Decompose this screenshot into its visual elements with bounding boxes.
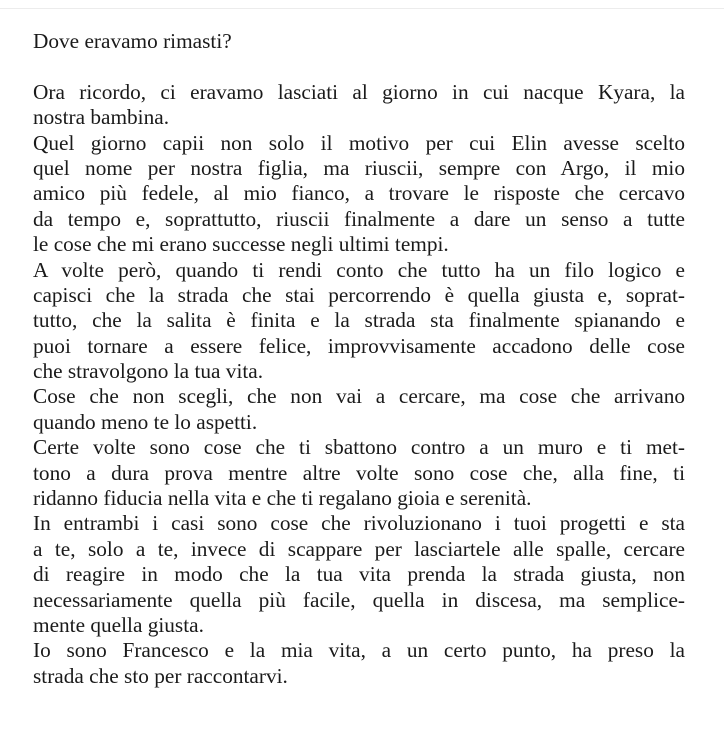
text-line: puoi tornare a essere felice, improvvisamente accadono delle cose	[33, 333, 685, 358]
text-line: quel nome per nostra figlia, ma riuscii, sempre con Argo, il mio	[33, 155, 685, 180]
paragraph	[33, 258, 685, 385]
text-line: Cose che non scegli, che non vai a cercare, ma cose che arrivano	[33, 384, 685, 409]
text-line: nostra bambina.	[33, 105, 170, 130]
paragraph	[33, 80, 685, 131]
text-line: che stravolgono la tua vita.	[33, 359, 264, 384]
text-line: amico più fedele, al mio fianco, a trovare le risposte che cercavo	[33, 181, 685, 206]
text-line: necessariamente quella più facile, quella in discesa, ma semplice-	[33, 587, 685, 612]
text-line: a te, solo a te, invece di scappare per lasciartele alle spalle, cercare	[33, 536, 685, 561]
text-line: Ora ricordo, ci eravamo lasciati al giorno in cui nacque Kyara, la	[33, 79, 685, 104]
text-line: le cose che mi erano successe negli ultimi tempi.	[33, 232, 449, 257]
chapter-heading: Dove eravamo rimasti?	[33, 29, 232, 53]
text-line: In entrambi i casi sono cose che rivoluzionano i tuoi progetti e sta	[33, 511, 685, 536]
text-line: mente quella giusta.	[33, 613, 204, 637]
text-line: da tempo e, soprattutto, riuscii finalmente a dare un senso a tutte	[33, 206, 685, 231]
document-page	[33, 29, 685, 689]
document-body	[33, 80, 685, 689]
top-divider	[0, 8, 724, 9]
text-line: di reagire in modo che la tua vita prenda la strada giusta, non	[33, 562, 685, 587]
text-line: Quel giorno capii non solo il motivo per cui Elin avesse scelto	[33, 130, 685, 155]
paragraph	[33, 435, 685, 511]
paragraph	[33, 638, 685, 689]
text-line: capisci che la strada che stai percorrendo è quella giusta e, soprat-	[33, 282, 685, 307]
paragraph	[33, 384, 685, 435]
text-line: strada che sto per raccontarvi.	[33, 663, 288, 688]
paragraph	[33, 511, 685, 638]
paragraph	[33, 131, 685, 258]
text-line: Io sono Francesco e la mia vita, a un certo punto, ha preso la	[33, 638, 685, 663]
text-line: tutto, che la salita è finita e la strada sta finalmente spianando e	[33, 308, 685, 333]
text-line: Certe volte sono cose che ti sbattono contro a un muro e ti met-	[33, 435, 685, 460]
text-line: quando meno te lo aspetti.	[33, 409, 258, 434]
text-line: ridanno fiducia nella vita e che ti regalano gioia e serenità.	[33, 486, 532, 511]
text-line: tono a dura prova mentre altre volte sono cose che, alla fine, ti	[33, 460, 685, 485]
text-line: A volte però, quando ti rendi conto che tutto ha un filo logico e	[33, 257, 685, 282]
